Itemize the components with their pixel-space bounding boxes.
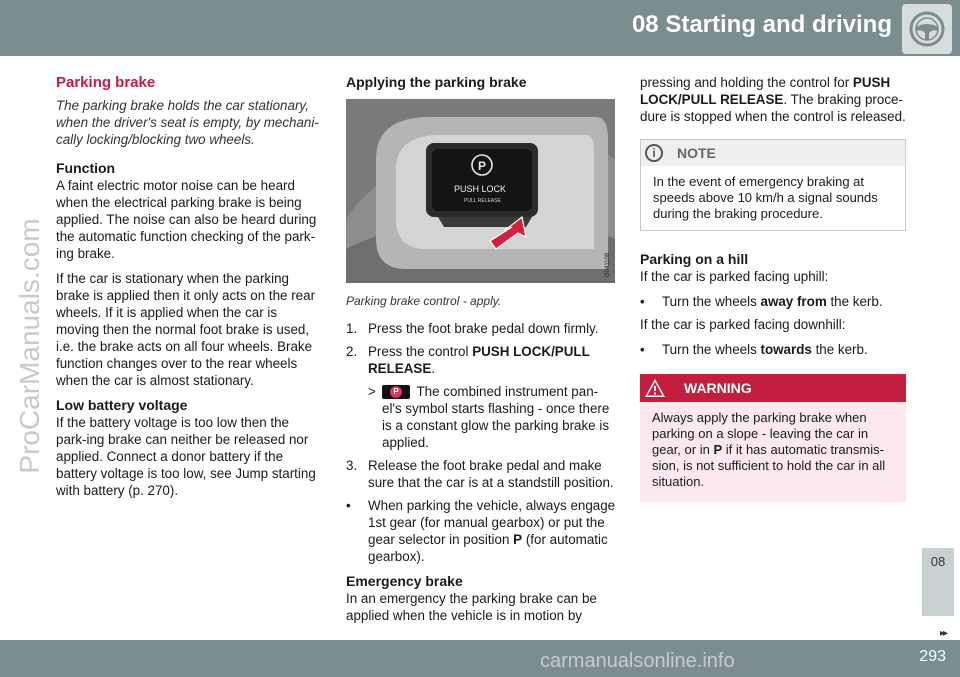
bullet-item: [346, 497, 616, 565]
image-caption: Parking brake control - apply.: [346, 294, 502, 308]
watermark-vertical: ProCarManuals.com: [14, 218, 45, 474]
bullet-dot-icon: •: [346, 498, 351, 513]
note-header: [641, 140, 905, 166]
result-text-wrap: [382, 383, 616, 451]
page-header: [0, 0, 960, 56]
steering-wheel-icon: [907, 9, 947, 49]
bullet-item: [640, 341, 906, 358]
parking-brake-drawing: [346, 99, 615, 283]
step-number: 1.: [346, 321, 358, 336]
downhill-text: If the car is parked facing downhill:: [640, 317, 846, 332]
next-page-arrows-icon[interactable]: ▸▸: [939, 628, 946, 639]
emergency-heading: Emergency brake: [346, 573, 463, 589]
list-item: [346, 343, 616, 377]
function-heading: Function: [56, 160, 116, 176]
pull-release-label: PULL RELEASE: [464, 198, 501, 204]
step-number: 2.: [346, 344, 358, 359]
result-text: The combined instrument pan-el's symbol starts flashing - once there is a constant glow the parking brake is applied.: [382, 384, 610, 450]
column-middle: [346, 74, 616, 632]
intro-text: The parking brake holds the car stationary, when the driver's seat is empty, by mechani-cally locking/blocking two wheels.: [56, 98, 319, 147]
column-right: [640, 74, 906, 502]
footer-watermark: carmanualsonline.info: [540, 650, 735, 672]
bullet-item: [640, 293, 906, 310]
parking-brake-symbol-icon: P: [382, 385, 410, 399]
list-item: [346, 457, 616, 491]
result-item: [368, 383, 616, 451]
hill-heading: Parking on a hill: [640, 251, 749, 267]
step-text: Release the foot brake pedal and make sure that the car is at a standstill position.: [368, 458, 614, 490]
chapter-icon-box: [902, 4, 952, 54]
page-number: 293: [919, 648, 946, 665]
bullet-dot-icon: •: [640, 294, 645, 309]
battery-heading: Low battery voltage: [56, 397, 188, 413]
warning-header: [640, 374, 906, 402]
battery-paragraph: If the battery voltage is too low then the park-ing brake can neither be released nor applied. Connect a donor battery if the battery voltage is too low, see Jump starting with battery (p. 270).: [56, 415, 316, 498]
step-text: Press the foot brake pedal down firmly.: [368, 321, 599, 336]
page-footer: [0, 640, 960, 677]
step-text: Press the control PUSH LOCK/PULL RELEASE.: [368, 344, 590, 376]
image-code: G041108: [605, 252, 611, 277]
warning-box: [640, 374, 906, 502]
note-title: NOTE: [677, 144, 716, 161]
list-item: [346, 320, 616, 337]
bullet-dot-icon: •: [640, 342, 645, 357]
warning-body: Always apply the parking brake when parking on a slope - leaving the car in gear, or in P if it has automatic transmis-sion, is not sufficient to hold the car in all situation.: [652, 410, 886, 489]
bullet-text: Turn the wheels towards the kerb.: [662, 342, 868, 357]
info-icon: i: [645, 144, 663, 162]
note-box: [640, 139, 906, 231]
svg-text:P: P: [478, 159, 487, 173]
chapter-tab[interactable]: [922, 548, 954, 616]
warning-triangle-icon: [644, 378, 666, 398]
function-paragraph-1: A faint electric motor noise can be heard when the electrical parking brake is being applied. The noise can also be heard during the automatic function checking of the park-ing brake.: [56, 178, 317, 261]
result-marker: >: [368, 384, 376, 399]
chapter-title: 08 Starting and driving: [631, 11, 892, 38]
column-left: [56, 74, 322, 507]
note-body: In the event of emergency braking at speeds above 10 km/h a signal sounds during the braking procedure.: [653, 174, 878, 221]
function-paragraph-2: If the car is stationary when the parking brake is applied then it only acts on the rear wheels. If it is applied when the car is moving then the normal foot brake is used, i.e. the brake acts on all four wheels. Brake function changes over to the rear wheels when the car is almost stationary.: [56, 271, 316, 388]
uphill-text: If the car is parked facing uphill:: [640, 269, 829, 284]
parking-brake-illustration: [346, 99, 615, 283]
emergency-paragraph: In an emergency the parking brake can be applied when the vehicle is in motion by: [346, 591, 597, 623]
continued-paragraph: pressing and holding the control for PUSH LOCK/PULL RELEASE. The braking proce-dure is stopped when the control is released.: [640, 75, 906, 124]
chapter-tab-label: 08: [930, 554, 946, 569]
section-title: Parking brake: [56, 74, 156, 91]
warning-title: WARNING: [684, 379, 752, 396]
push-lock-label: PUSH LOCK: [454, 184, 507, 194]
steps-list: [346, 320, 616, 491]
bullet-text: Turn the wheels away from the kerb.: [662, 294, 883, 309]
apply-heading: Applying the parking brake: [346, 74, 527, 90]
bullet-text: When parking the vehicle, always engage 1st gear (for manual gearbox) or put the gear selector in position P (for automatic gearbox).: [368, 498, 616, 564]
step-number: 3.: [346, 458, 358, 473]
